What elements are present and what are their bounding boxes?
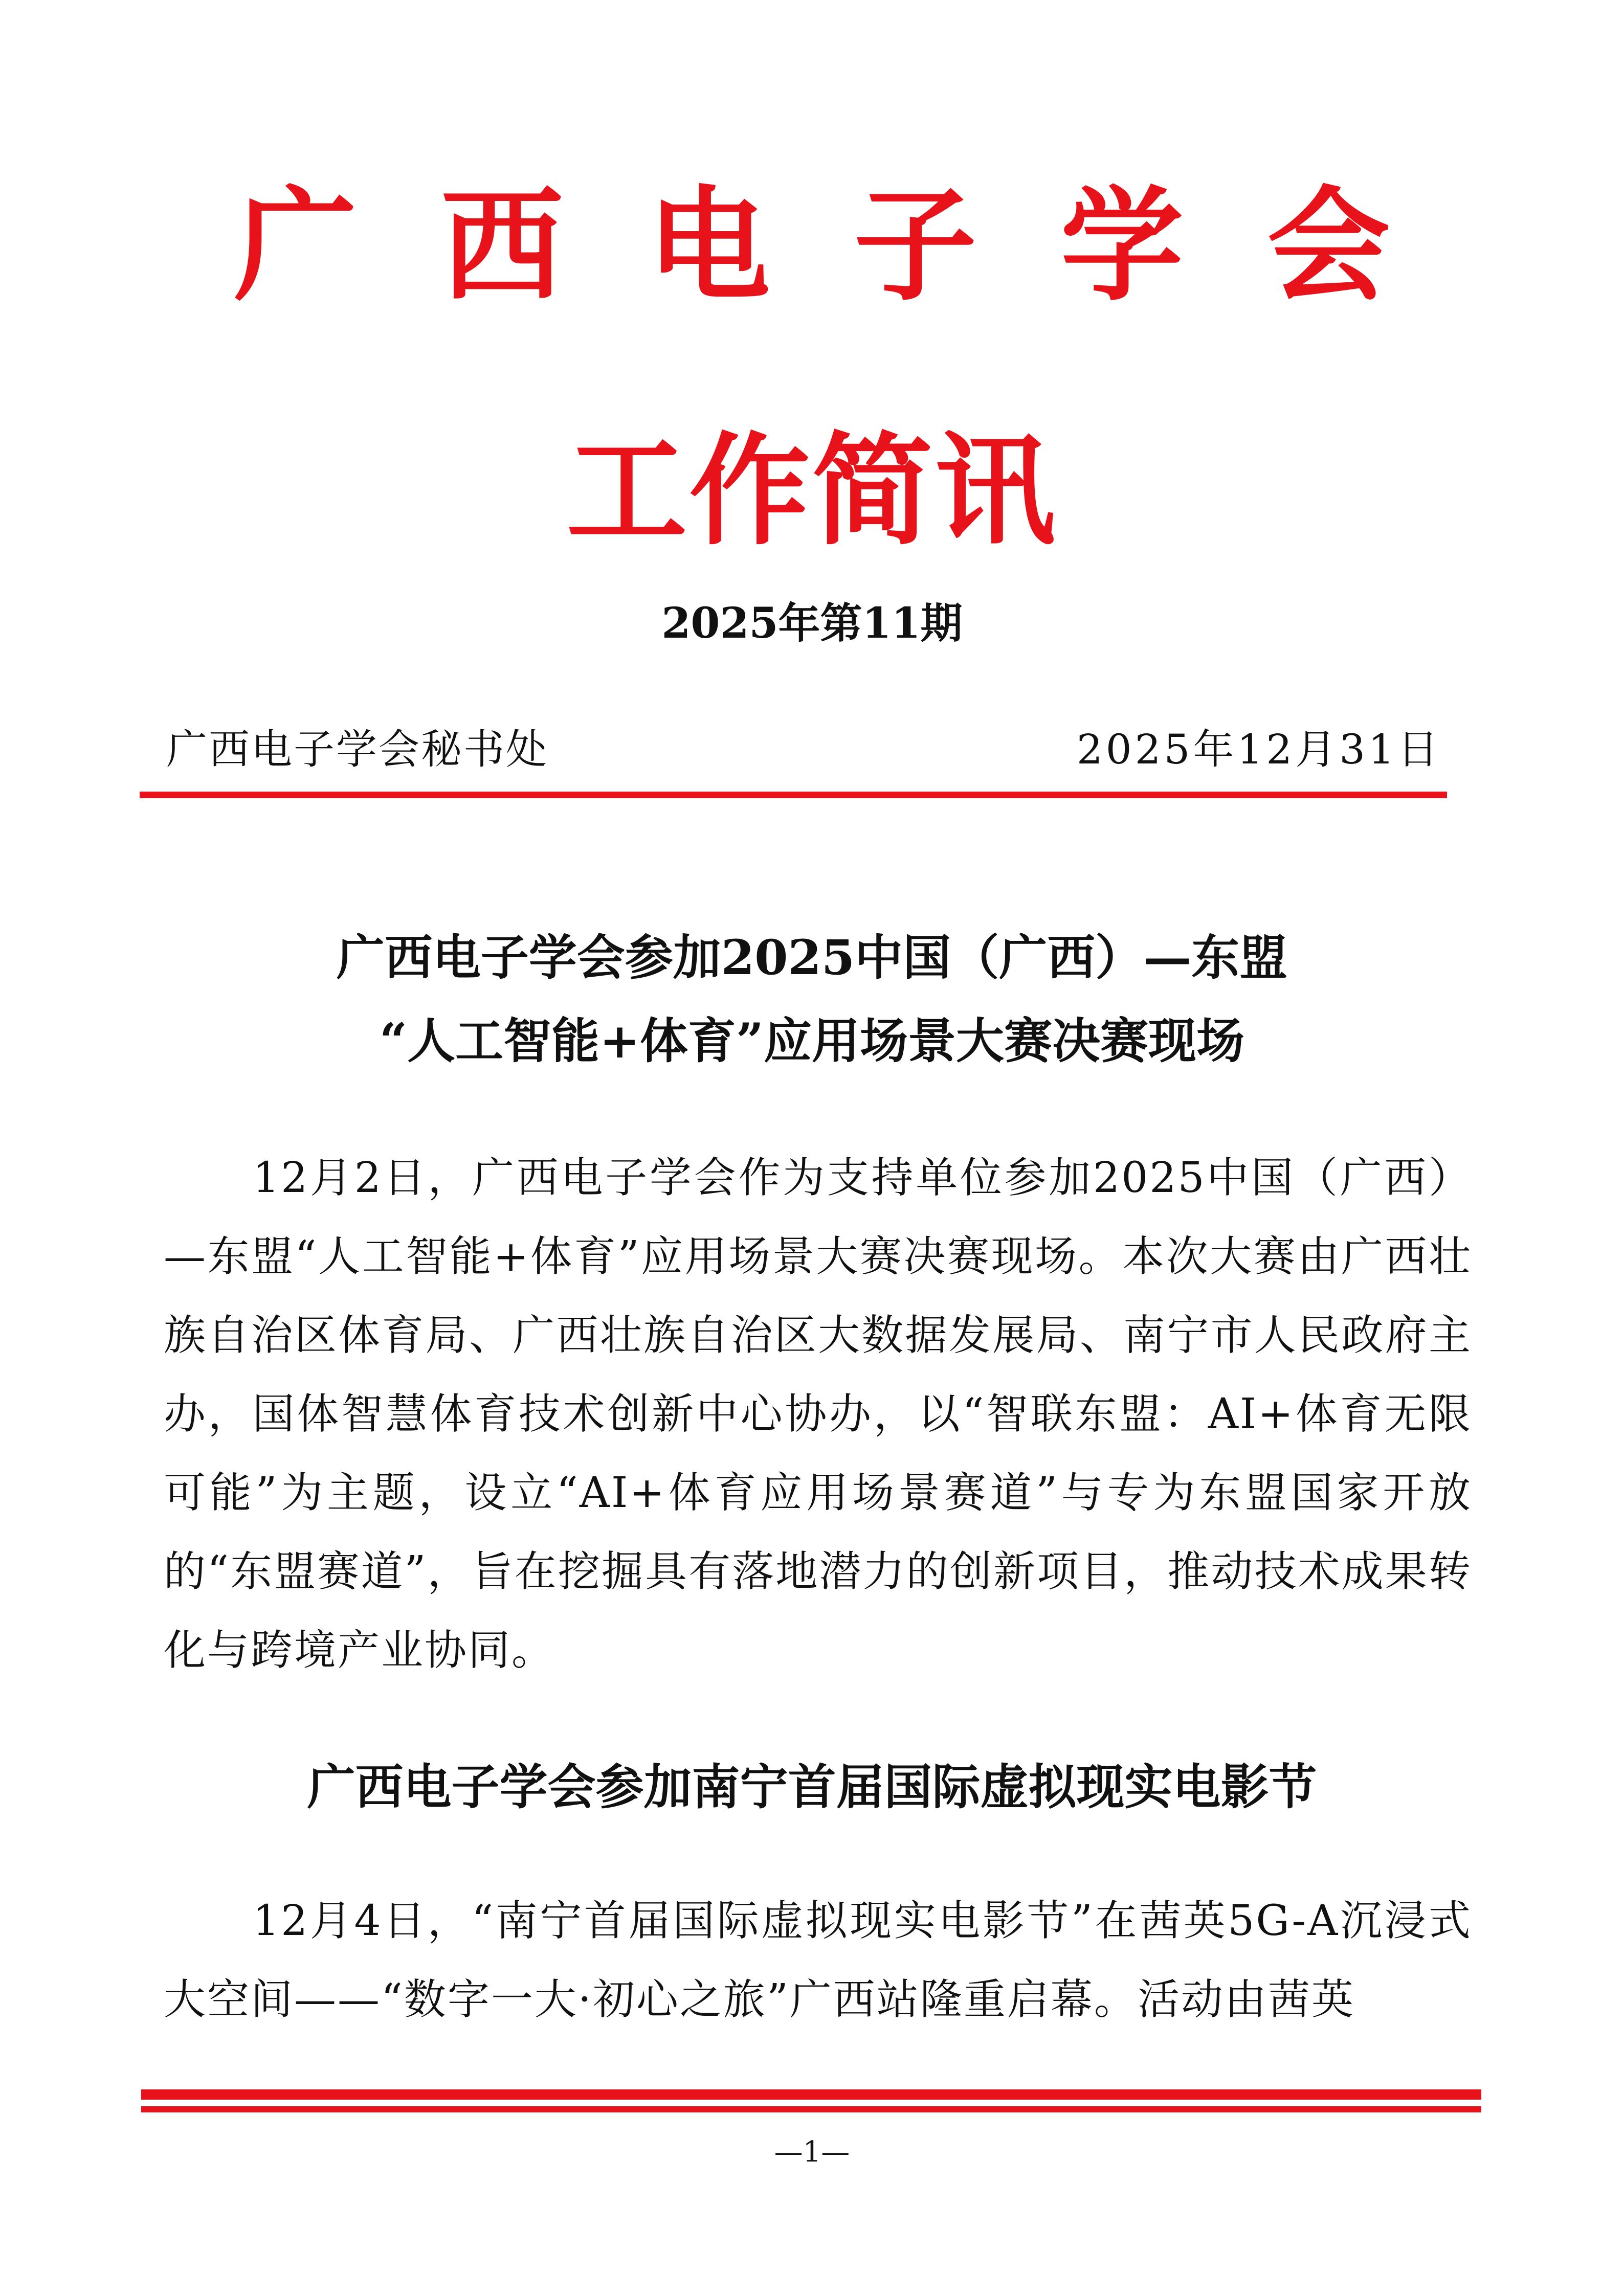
article-1-title-line-2: “人工智能+体育”应用场景大赛决赛现场 [380,1013,1244,1069]
org-title-char: 会 [1267,173,1390,318]
issue-number: 2025年第11期 [661,599,963,648]
org-title-char: 学 [1060,173,1184,318]
footer-divider-thin [141,2106,1481,2112]
article-1-body-text: 12月2日，广西电子学会作为支持单位参加2025中国（广西）—东盟“人工智能+体育”应用场景大赛决赛现场。本次大赛由广西壮族自治区体育局、广西壮族自治区大数据发展局、南宁市人民政府主办，国体智慧体育技术创新中心协办，以“智联东盟：AI+体育无限可能”为主题，设立“AI+体育应用场景赛道”与专为东盟国家开放的“东盟赛道”，旨在挖掘具有落地潜力的创新项目，推动技术成果转化与跨境产业协同。 [164,1154,1472,1675]
bulletin-title: 工作简讯 [566,419,1058,561]
article-2-body-text: 12月4日，“南宁首届国际虚拟现实电影节”在茜英5G-A沉浸式大空间——“数字一大·初心之旅”广西站隆重启幕。活动由茜英 [164,1897,1472,2024]
issuer: 广西电子学会秘书处 [166,726,548,773]
article-2-title: 广西电子学会参加南宁首届国际虚拟现实电影节 [307,1759,1317,1815]
page-number: —1— [774,2135,850,2169]
article-1-title-line-1: 广西电子学会参加2025中国（广西）—东盟 [336,930,1288,986]
footer-divider-thick [141,2089,1481,2100]
header-divider [140,792,1447,798]
article-1-body [164,1139,1472,1690]
org-title-char: 广 [234,173,357,318]
org-title-char: 西 [440,173,564,318]
organization-title [0,169,1624,322]
issue-date: 2025年12月31日 [1076,726,1441,773]
org-title-char: 电 [647,173,770,318]
org-title-char: 子 [854,173,977,318]
article-2-body [164,1882,1472,2039]
